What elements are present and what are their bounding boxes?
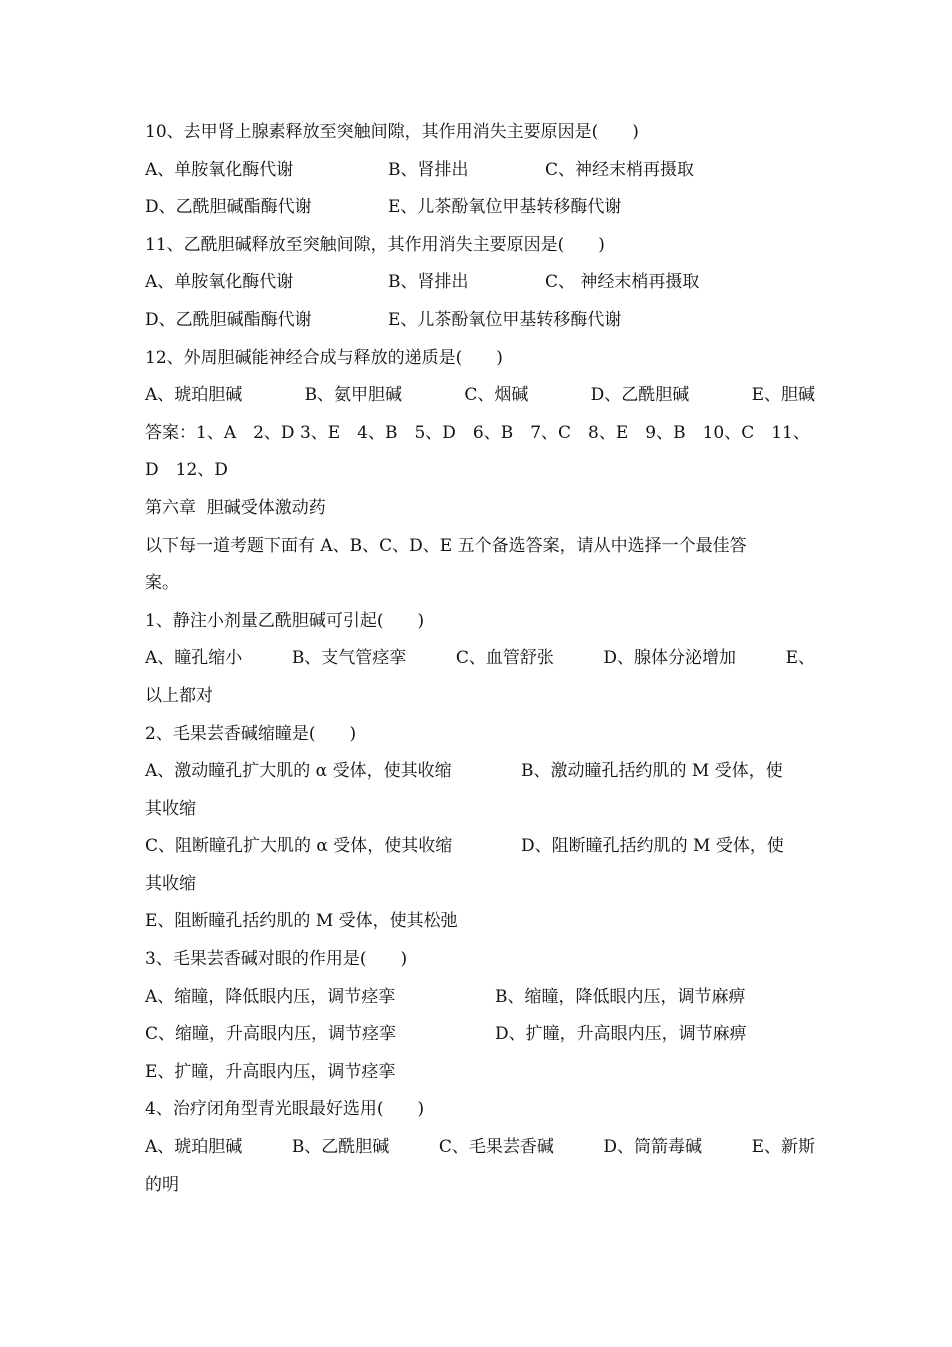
option: E、胆碱 [751, 385, 815, 406]
option: A、单胺氧化酶代谢 [145, 272, 294, 293]
answer-key-line-1: 答案：1、A 2、D 3、E 4、B 5、D 6、B 7、C 8、E 9、B 10、C 11、 [145, 422, 810, 443]
option-continuation: 其收缩 [145, 873, 196, 894]
option: E、新斯 [751, 1137, 815, 1158]
option: C、缩瞳，升高眼内压，调节痉挛 [145, 1024, 397, 1045]
question-4-options-continuation: 的明 [145, 1174, 179, 1195]
option: C、阻断瞳孔扩大肌的 α 受体，使其收缩 [145, 836, 453, 857]
question-2-options-row-1 [145, 753, 815, 791]
option: C、神经末梢再摄取 [545, 159, 695, 180]
question-10-options-row-2 [145, 189, 815, 227]
chapter-intro-line-1: 以下每一道考题下面有 A、B、C、D、E 五个备选答案，请从中选择一个最佳答 [145, 535, 747, 556]
option: C、烟碱 [464, 385, 529, 406]
answer-key-line-2: D 12、D [145, 460, 228, 481]
chapter-intro-line-2: 案。 [145, 573, 179, 594]
chapter-title: 第六章 胆碱受体激动药 [145, 497, 326, 518]
option: C、毛果芸香碱 [438, 1137, 554, 1158]
question-1: 1、静注小剂量乙酰胆碱可引起( ) [145, 610, 425, 631]
question-2: 2、毛果芸香碱缩瞳是( ) [145, 723, 357, 744]
question-1-options-continuation: 以上都对 [145, 685, 213, 706]
option: B、支气管痉挛 [291, 648, 407, 669]
option: B、缩瞳，降低眼内压，调节麻痹 [495, 986, 746, 1007]
option: D、阻断瞳孔括约肌的 M 受体，使 [521, 836, 784, 857]
question-10-options-row-1 [145, 152, 815, 190]
option: D、腺体分泌增加 [603, 648, 737, 669]
option: D、筒箭毒碱 [603, 1137, 703, 1158]
option: B、乙酰胆碱 [291, 1137, 390, 1158]
option: D、扩瞳，升高眼内压，调节麻痹 [495, 1024, 747, 1045]
option: E、扩瞳，升高眼内压，调节痉挛 [145, 1061, 396, 1082]
question-4: 4、治疗闭角型青光眼最好选用( ) [145, 1099, 425, 1120]
option: D、乙酰胆碱酯酶代谢 [145, 309, 312, 330]
option: D、乙酰胆碱酯酶代谢 [145, 197, 312, 218]
option: A、激动瞳孔扩大肌的 α 受体，使其收缩 [145, 761, 452, 782]
option: E、儿茶酚氧位甲基转移酶代谢 [388, 309, 622, 330]
option: A、琥珀胆碱 [145, 385, 243, 406]
option: A、琥珀胆碱 [145, 1137, 243, 1158]
option: B、肾排出 [388, 272, 469, 293]
option-continuation: 其收缩 [145, 798, 196, 819]
question-3-options-row-2 [145, 1016, 815, 1054]
question-10: 10、去甲肾上腺素释放至突触间隙，其作用消失主要原因是( ) [145, 122, 639, 142]
question-11: 11、乙酰胆碱释放至突触间隙，其作用消失主要原因是( ) [145, 234, 605, 255]
question-1-options [145, 640, 815, 678]
option: E、 [785, 648, 815, 669]
question-11-options-row-2 [145, 302, 815, 340]
option: B、激动瞳孔括约肌的 M 受体，使 [521, 761, 783, 782]
question-11-options-row-1 [145, 264, 815, 302]
document-page [145, 114, 815, 1204]
question-3-options-row-1 [145, 979, 815, 1017]
option: A、瞳孔缩小 [145, 648, 243, 669]
question-4-options [145, 1129, 815, 1167]
option: A、单胺氧化酶代谢 [145, 159, 294, 180]
question-12: 12、外周胆碱能神经合成与释放的递质是( ) [145, 347, 503, 368]
option: E、阻断瞳孔括约肌的 M 受体，使其松弛 [145, 911, 458, 932]
option: D、乙酰胆碱 [590, 385, 690, 406]
question-12-options [145, 377, 815, 415]
question-3: 3、毛果芸香碱对眼的作用是( ) [145, 949, 408, 970]
question-2-options-row-2 [145, 828, 815, 866]
option: C、血管舒张 [455, 648, 554, 669]
option: A、缩瞳，降低眼内压，调节痉挛 [145, 986, 396, 1007]
option: E、儿茶酚氧位甲基转移酶代谢 [388, 197, 622, 218]
option: B、氨甲胆碱 [304, 385, 403, 406]
option: B、肾排出 [388, 159, 469, 180]
option: C、 神经末梢再摄取 [545, 272, 700, 293]
